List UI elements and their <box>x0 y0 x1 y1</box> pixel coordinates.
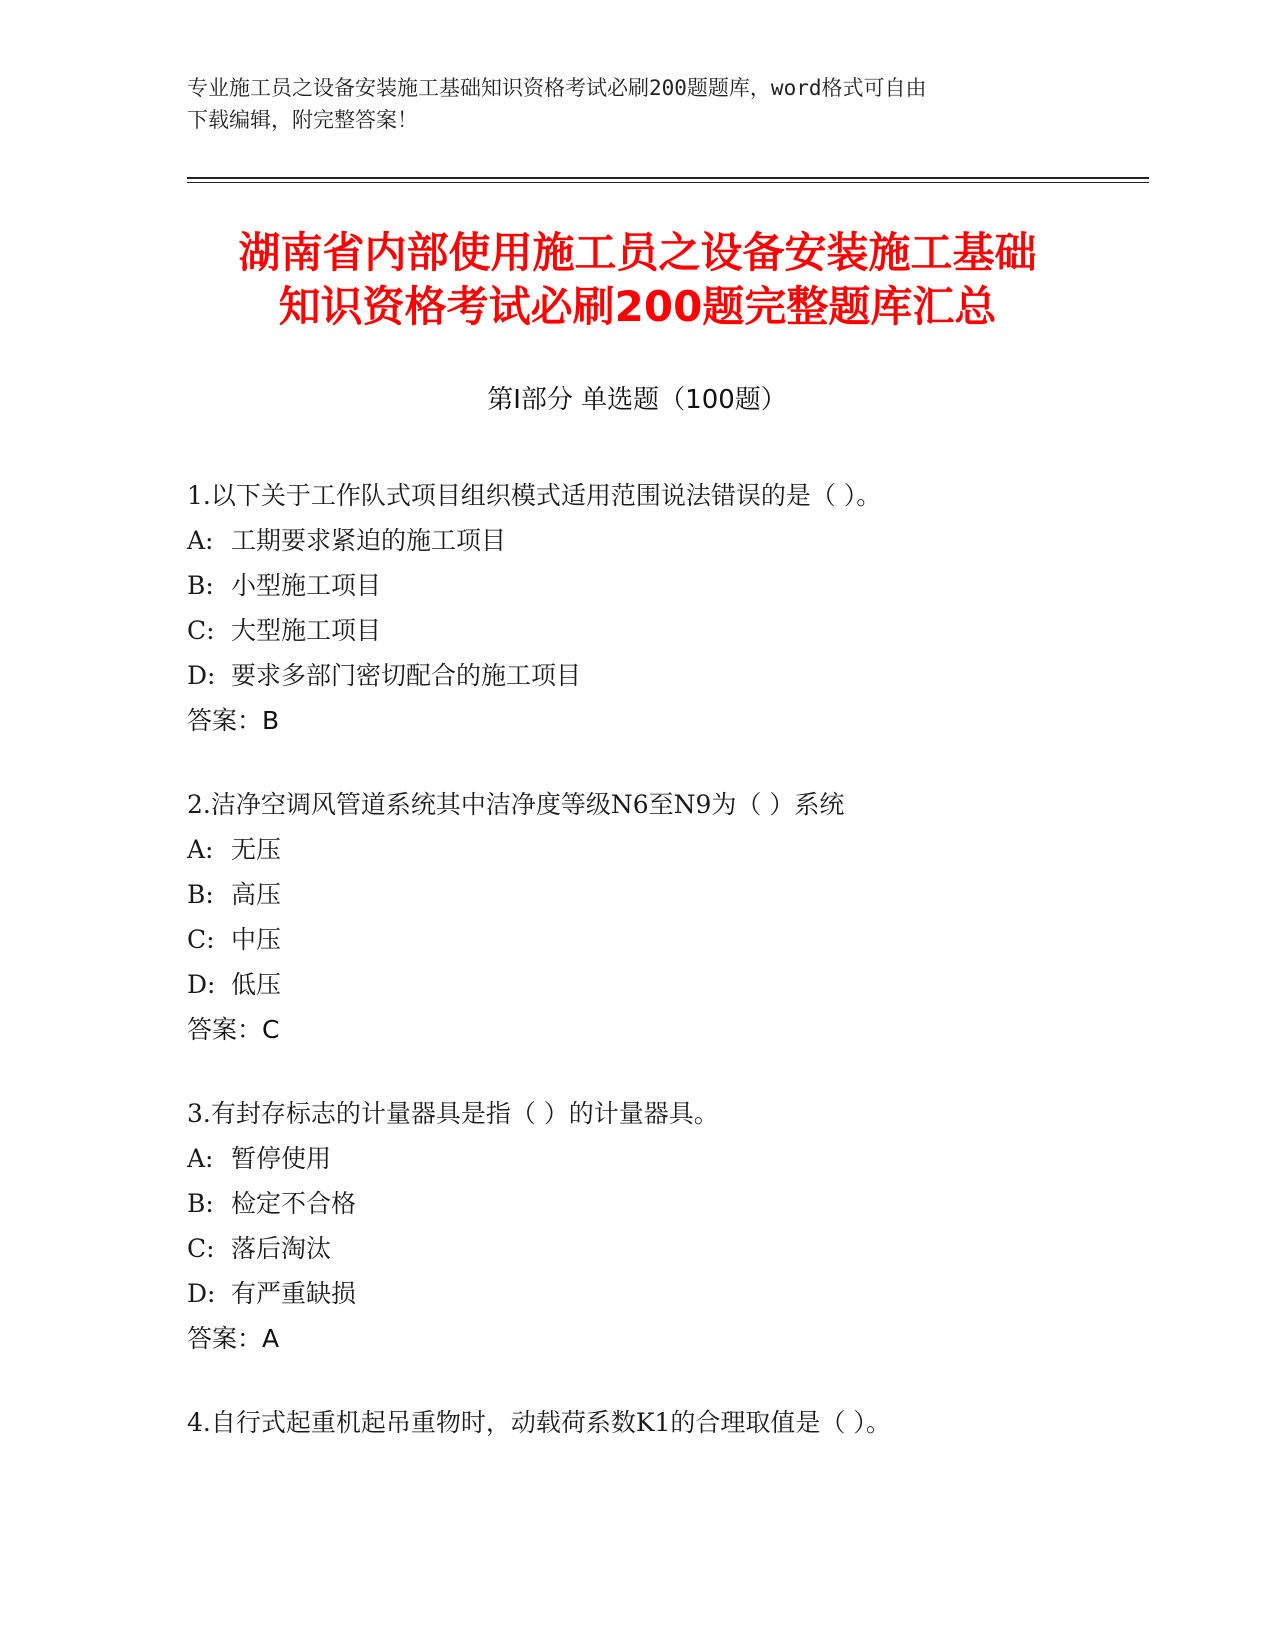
question-option <box>187 653 1147 698</box>
question-item <box>187 473 1147 743</box>
question-answer: 答案：B <box>187 706 280 735</box>
header-note-line-1: 专业施工员之设备安装施工基础知识资格考试必刷200题题库，word格式可自由 <box>187 76 927 100</box>
question-option <box>187 1226 1147 1271</box>
question-stem: 1.以下关于工作队式项目组织模式适用范围说法错误的是（ ）。 <box>187 481 882 510</box>
option-key: D: <box>187 661 216 690</box>
question-option <box>187 1181 1147 1226</box>
question-option <box>187 1271 1147 1316</box>
header-divider <box>187 177 1149 179</box>
document-title-line-2: 知识资格考试必刷200题完整题库汇总 <box>278 282 997 331</box>
option-key: A: <box>187 835 214 864</box>
question-item <box>187 1091 1147 1361</box>
question-stem: 3.有封存标志的计量器具是指（ ）的计量器具。 <box>187 1099 719 1128</box>
header-divider-thin <box>187 182 1149 183</box>
question-answer: 答案：A <box>187 1324 280 1353</box>
section-title: 第Ⅰ部分 单选题（100题） <box>487 385 787 415</box>
option-key: B: <box>187 880 214 909</box>
option-text: 检定不合格 <box>231 1189 357 1218</box>
question-stem: 4.自行式起重机起吊重物时，动载荷系数K1的合理取值是（ ）。 <box>187 1408 891 1437</box>
document-title-line-1: 湖南省内部使用施工员之设备安装施工基础 <box>238 228 1037 277</box>
option-text: 低压 <box>231 970 282 999</box>
question-option <box>187 608 1147 653</box>
option-text: 高压 <box>231 880 282 909</box>
question-option <box>187 917 1147 962</box>
option-text: 中压 <box>231 925 282 954</box>
option-key: C: <box>187 1234 215 1263</box>
option-text: 无压 <box>231 835 282 864</box>
option-text: 落后淘汰 <box>231 1234 332 1263</box>
question-option <box>187 1136 1147 1181</box>
option-key: A: <box>187 526 214 555</box>
question-answer: 答案：C <box>187 1015 280 1044</box>
option-text: 有严重缺损 <box>231 1279 357 1308</box>
option-key: B: <box>187 571 214 600</box>
option-key: A: <box>187 1144 214 1173</box>
option-key: B: <box>187 1189 214 1218</box>
option-key: D: <box>187 970 216 999</box>
option-text: 大型施工项目 <box>231 616 382 645</box>
header-note <box>187 72 1087 136</box>
option-text: 小型施工项目 <box>231 571 382 600</box>
option-key: C: <box>187 925 215 954</box>
question-option <box>187 518 1147 563</box>
header-note-line-2: 下载编辑，附完整答案！ <box>187 108 418 132</box>
question-option <box>187 872 1147 917</box>
question-stem: 2.洁净空调风管道系统其中洁净度等级N6至N9为（ ）系统 <box>187 790 845 819</box>
option-text: 暂停使用 <box>231 1144 332 1173</box>
question-option <box>187 563 1147 608</box>
question-option <box>187 827 1147 872</box>
question-list <box>187 473 1147 1484</box>
option-text: 要求多部门密切配合的施工项目 <box>231 661 582 690</box>
question-item <box>187 1400 1147 1445</box>
option-text: 工期要求紧迫的施工项目 <box>231 526 507 555</box>
question-item <box>187 782 1147 1052</box>
document-title <box>120 226 1155 334</box>
question-option <box>187 962 1147 1007</box>
option-key: D: <box>187 1279 216 1308</box>
option-key: C: <box>187 616 215 645</box>
